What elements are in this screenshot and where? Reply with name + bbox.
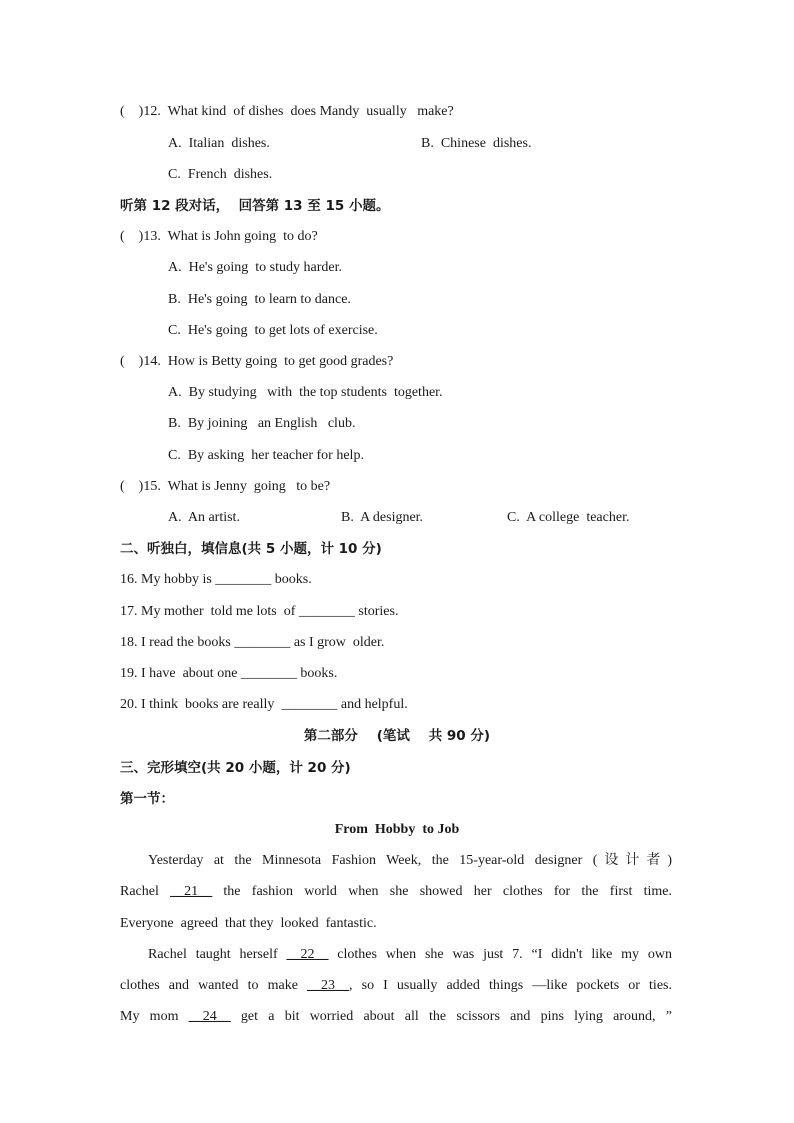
passage-line <box>120 976 672 996</box>
fill-item-19 <box>120 664 337 684</box>
fill-item-text: 17. My mother told me lots of <box>120 604 299 619</box>
passage-line: Yesterday at the Minnesota Fashion Week, the 15-year-old designer (设计者) <box>148 853 672 868</box>
q14-option-a: A. By studying with the top students together. <box>168 385 443 400</box>
blank-23: __23__ <box>307 978 350 993</box>
passage-text: clothes when she was just 7. “I didn't like my own <box>328 947 673 962</box>
q15-option-c: C. A college teacher. <box>507 510 630 525</box>
fill-item-text: books. <box>271 572 312 587</box>
passage-text: the fashion world when she showed her clothes for the first time. <box>212 884 672 899</box>
blank-21: __21__ <box>170 884 213 899</box>
fill-item-text: 16. My hobby is <box>120 572 216 587</box>
q12-option-c: C. French dishes. <box>168 167 273 182</box>
part-two-heading: 第二部分 (笔试 共 90 分) <box>303 728 491 744</box>
fill-item-text: 20. I think books are really <box>120 697 282 712</box>
passage-text: , so I usually added things —like pockets or ties. <box>349 978 672 993</box>
question-12: ( )12. What kind of dishes does Mandy usually make? <box>120 104 454 119</box>
passage-line <box>120 1007 672 1027</box>
answer-blank: ________ <box>234 635 291 650</box>
answer-blank: ________ <box>215 572 272 587</box>
passage-text: get a bit worried about all the scissors and pins lying around, ” <box>230 1009 672 1024</box>
fill-item-20 <box>120 695 408 715</box>
passage-line <box>148 945 672 965</box>
fill-item-text: as I grow older. <box>290 635 385 650</box>
monologue-heading: 二、听独白，填信息(共 5 小题，计 10 分) <box>120 541 382 557</box>
fill-item-text: and helpful. <box>337 697 408 712</box>
q13-option-c: C. He's going to get lots of exercise. <box>168 323 378 338</box>
answer-blank: ________ <box>281 697 338 712</box>
q14-option-c: C. By asking her teacher for help. <box>168 448 364 463</box>
fill-item-text: 19. I have about one <box>120 666 241 681</box>
q15-option-b: B. A designer. <box>341 510 424 525</box>
q12-option-a: A. Italian dishes. <box>168 136 270 151</box>
answer-blank: ________ <box>240 666 297 681</box>
passage-line <box>120 882 672 902</box>
q12-option-b: B. Chinese dishes. <box>421 136 532 151</box>
fill-item-18 <box>120 633 384 653</box>
passage-line: Everyone agreed that they looked fantastic. <box>120 916 377 931</box>
q13-option-a: A. He's going to study harder. <box>168 260 343 275</box>
question-14: ( )14. How is Betty going to get good grades? <box>120 354 394 369</box>
fill-item-text: books. <box>296 666 338 681</box>
passage-text: My mom <box>120 1009 189 1024</box>
fill-item-16 <box>120 570 312 590</box>
passage-title: From Hobby to Job <box>334 822 460 837</box>
dialogue-12-instruction: 听第 12 段对话， 回答第 13 至 15 小题。 <box>120 198 390 214</box>
q13-option-b: B. He's going to learn to dance. <box>168 292 351 307</box>
fill-item-text: stories. <box>354 604 399 619</box>
fill-item-17 <box>120 602 398 622</box>
passage-text: clothes and wanted to make <box>120 978 308 993</box>
question-13: ( )13. What is John going to do? <box>120 229 318 244</box>
q15-option-a: A. An artist. <box>168 510 240 525</box>
blank-22: __22__ <box>286 947 329 962</box>
subsection-heading: 第一节： <box>120 791 174 807</box>
section-three-heading: 三、完形填空(共 20 小题，计 20 分) <box>120 760 351 776</box>
q14-option-b: B. By joining an English club. <box>168 416 356 431</box>
blank-24: __24__ <box>188 1009 231 1024</box>
passage-text: Rachel <box>120 884 171 899</box>
question-15: ( )15. What is Jenny going to be? <box>120 479 331 494</box>
passage-text: Rachel taught herself <box>148 947 287 962</box>
answer-blank: ________ <box>298 604 355 619</box>
fill-item-text: 18. I read the books <box>120 635 235 650</box>
